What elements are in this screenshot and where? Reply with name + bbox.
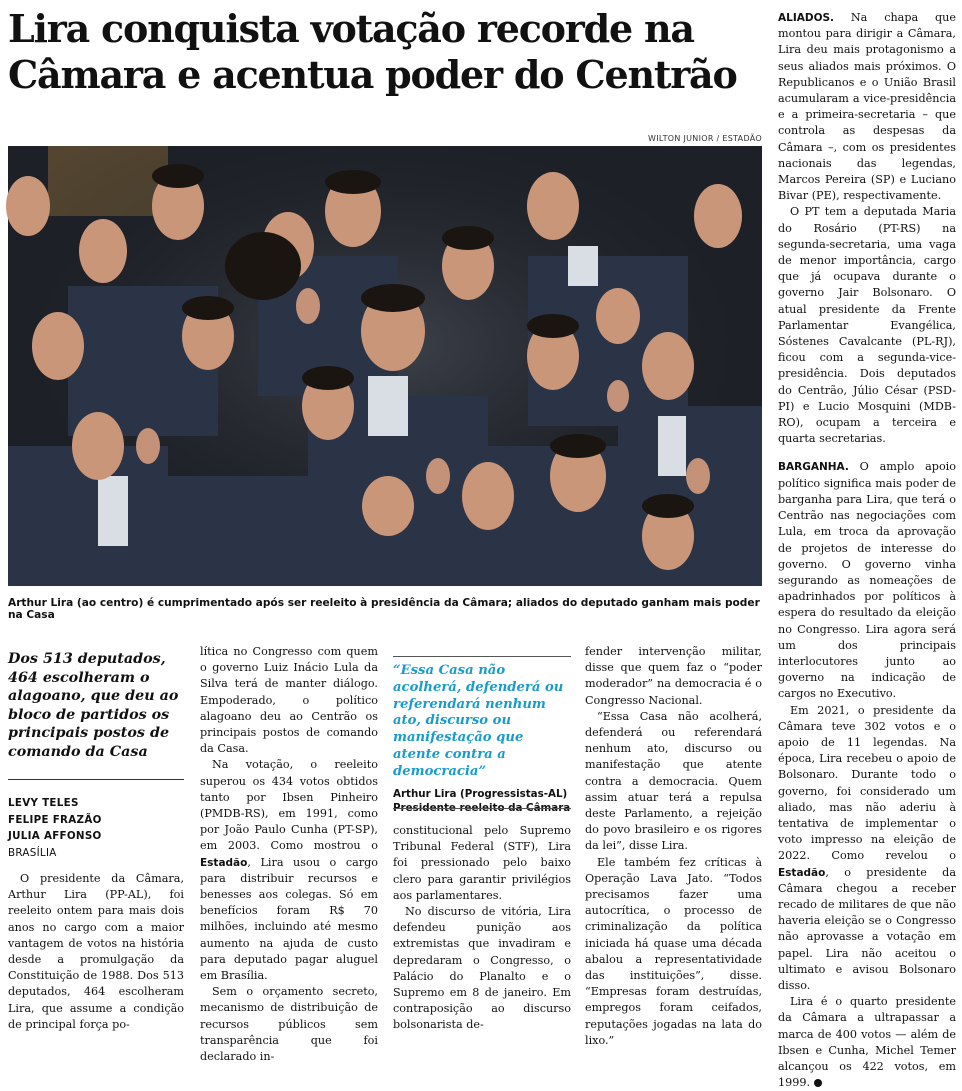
paragraph: O PT tem a deputada Maria do Rosário (PT-RS) na segunda-secretaria, uma vaga de menor importância, cargo que já ocupava durante o governo Jair Bolsonaro. O atual presidente da Frente Parlamentar Evangélica, Sóstenes Cavalcante (PL-RJ), ficou com a segunda-vice-presidência. Dois deputados do Centrão, Júlio César (PSD-PI) e Lucio Mosquini (MDB-RO), ocupam a terceira e quarta secretarias.: [778, 205, 956, 446]
pull-quote-divider: [393, 808, 571, 809]
paragraph: constitucional pelo Supremo Tribunal Federal (STF), Lira foi pressionado pelo baixo clero para garantir privilégios aos parlamentares.: [393, 824, 571, 902]
paragraph: O presidente da Câmara, Arthur Lira (PP-AL), foi reeleito ontem para mais dois anos no cargo com a maior vantagem de votos na história desde a promulgação da Constituição de 1988. Dos 513 deputados, 464 escolheram Lira, que assume a condição de principal força po-: [8, 872, 184, 1031]
article-column-1: [8, 871, 184, 1031]
text-run: Na votação, o reeleito superou os 434 votos obtidos tanto por Ibsen Pinheiro (PMDB-RS), em 1991, como por João Paulo Cunha (PT-SP), em 2003. Como mostrou o: [200, 758, 378, 853]
pull-quote-text: “Essa Casa não acolherá, defenderá ou referendará nenhum ato, discurso ou manifestação que atente contra a democracia”: [393, 663, 564, 779]
pull-quote: [393, 656, 571, 815]
crowd-illustration: [8, 146, 762, 586]
lead-subhead: Dos 513 deputados, 464 escolheram o alagoano, que deu ao bloco de partidos os principais postos de comando da Casa: [8, 651, 179, 760]
article-column-2: [200, 644, 378, 1064]
text-run: Lira é o quarto presidente da Câmara a ultrapassar a marca de 400 votos — além de Ibsen e Cunha, Michel Temer alcançou os 422 votos, em 1999.: [778, 995, 956, 1090]
paragraph: Sem o orçamento secreto, mecanismo de distribuição de recursos públicos sem transparência que foi declarado in-: [200, 985, 378, 1064]
byline-author: FELIPE FRAZÃO: [8, 813, 102, 826]
text-run: Na chapa que montou para dirigir a Câmara, Lira deu mais protagonismo a seus aliados mais próximos. O Republicanos e o União Brasil acumularam a vice-presidência e a primeira-secretaria – que controla as despesas da Câmara –, com os presidentes nacionais das legendas, Marcos Pereira (SP) e Luciano Bivar (PE), respectivamente.: [778, 11, 956, 203]
paragraph: [778, 703, 956, 995]
bylines: [8, 779, 184, 861]
section-kicker: ALIADOS.: [778, 12, 835, 24]
paragraph: lítica no Congresso com quem o governo Luiz Inácio Lula da Silva terá de manter diálogo. Empoderado, o político alagoano deu ao Centrão os principais postos de comando da Casa.: [200, 645, 378, 756]
paragraph: [778, 459, 956, 702]
section-kicker: BARGANHA.: [778, 461, 849, 474]
paragraph: No discurso de vitória, Lira defendeu punição aos extremistas que invadiram e depredaram o Congresso, o Palácio do Planalto e o Supremo em 8 de janeiro. Em contraposição ao discurso bolsonarista de-: [393, 905, 571, 1032]
photo-caption: Arthur Lira (ao centro) é cumprimentado após ser reeleito à presidência da Câmara; aliados do deputado ganham mais poder na Casa: [8, 597, 760, 621]
paragraph: Ele também fez críticas à Operação Lava Jato. “Todos precisamos fazer uma autocrítica, o processo de criminalização da política iniciada há quase uma década abalou a representatividade das instituições”, disse. “Empresas foram destruídas, empregos foram ceifados, reputações jogadas na lata do lixo.”: [585, 855, 762, 1047]
headline: Lira conquista votação recorde na Câmara e acentua poder do Centrão: [8, 6, 737, 97]
paragraph: [200, 757, 378, 984]
end-of-article-icon: [814, 1079, 822, 1087]
text-run: , Lira usou o cargo para distribuir recursos e benesses aos colegas. Só em benefícios foram R$ 70 milhões, incluindo até mesmo aumento na ajuda de custo para deputado pagar aluguel em Brasília.: [200, 855, 378, 983]
byline-author: JULIA AFFONSO: [8, 830, 102, 842]
photo-credit: WILTON JUNIOR / ESTADÃO: [648, 134, 762, 143]
newspaper-name: Estadão: [778, 866, 826, 879]
article-column-5: [778, 10, 956, 1090]
paragraph: [778, 994, 956, 1091]
text-run: Em 2021, o presidente da Câmara teve 302 votos e o apoio de 11 legendas. Na época, Lira recebeu o apoio de Bolsonaro. Durante todo o governo, foi considerado um aliado, mas não aderiu à tentativa de implementar o voto impresso na eleição de 2022. Como revelou o: [778, 703, 956, 863]
byline-author: LEVY TELES: [8, 797, 79, 809]
paragraph: [778, 10, 956, 204]
pull-quote-name: Arthur Lira (Progressistas-AL): [393, 787, 568, 800]
newspaper-name: Estadão: [200, 856, 248, 869]
paragraph: fender intervenção militar, disse que quem faz o “poder moderador” na democracia é o Congresso Nacional.: [585, 645, 762, 707]
text-run: , o presidente da Câmara chegou a receber recado de militares de que não haveria eleição se o Congresso não aprovasse a votação em papel. Lira não aceitou o ultimato e avisou Bolsonaro disso.: [778, 865, 956, 992]
paragraph: “Essa Casa não acolherá, defenderá ou referendará nenhum ato, discurso ou manifestação que atente contra a democracia. Quem assim atuar terá a repulsa deste Parlamento, a rejeição do povo brasileiro e os rigores da lei”, disse Lira.: [585, 709, 762, 853]
article-column-3: [393, 823, 571, 1032]
text-run: O amplo apoio político significa mais poder de barganha para Lira, que terá o Centrão nas negociações com Lula, em troca da aprovação de projetos de interesse do governo. O governo vinha segurando as nomeações de apadrinhados por políticos à espera do resultado da eleição no Congresso. Lira agora será um dos principais interlocutores junto ao governo na indicação de cargos no Executivo.: [778, 460, 956, 701]
news-photo: [8, 146, 762, 586]
pull-quote-attribution: [393, 787, 571, 815]
byline-place: BRASÍLIA: [8, 846, 57, 859]
article-column-4: [585, 644, 762, 1047]
pull-quote-role: Presidente reeleito da Câmara: [393, 801, 571, 814]
